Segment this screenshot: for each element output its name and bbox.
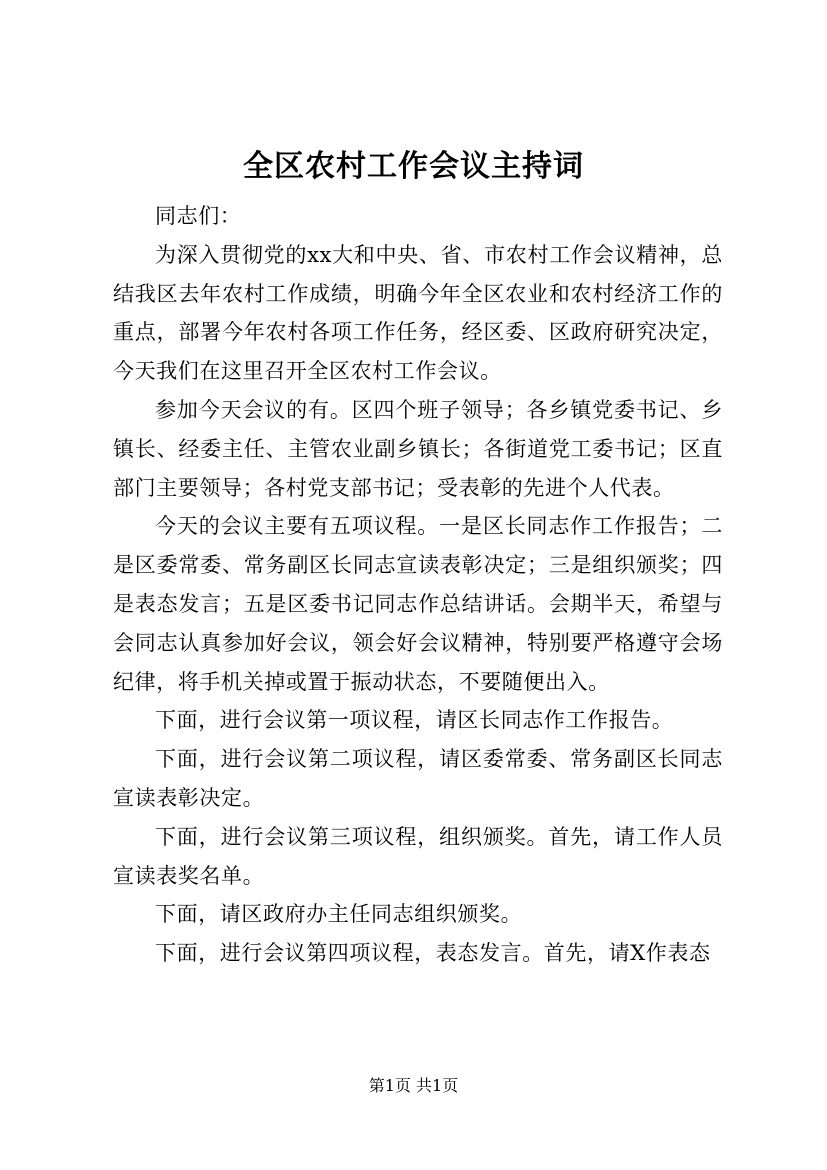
- agenda-item-4-paragraph: 下面，进行会议第四项议程，表态发言。首先，请X作表态: [155, 941, 711, 966]
- agenda-item-2-paragraph: 下面，进行会议第二项议程，请区委常委、常务副区长同志宣读表彰决定。: [113, 747, 723, 810]
- purpose-paragraph: 为深入贯彻党的xx大和中央、省、市农村工作会议精神，总结我区去年农村工作成绩，明确今年全区农业和农村经济工作的重点，部署今年农村各项工作任务，经区委、区政府研究决定，今天我们在这里召开全区农村工作会议。: [113, 242, 723, 384]
- document-body: [113, 197, 723, 973]
- document-title: 全区农村工作会议主持词: [243, 149, 584, 184]
- agenda-paragraph: 今天的会议主要有五项议程。一是区长同志作工作报告；二是区委常委、常务副区长同志宣读表彰决定；三是组织颁奖；四是表态发言；五是区委书记同志作总结讲话。会期半天，希望与会同志认真参加好会议，领会好会议精神，特别要严格遵守会场纪律，将手机关掉或置于振动状态，不要随便出入。: [113, 514, 723, 694]
- salutation-paragraph: 同志们：: [155, 204, 242, 228]
- award-presentation-paragraph: 下面，请区政府办主任同志组织颁奖。: [155, 902, 523, 927]
- attendees-paragraph: 参加今天会议的有。区四个班子领导；各乡镇党委书记、乡镇长、经委主任、主管农业副乡镇长；各街道党工委书记；区直部门主要领导；各村党支部书记；受表彰的先进个人代表。: [113, 397, 723, 500]
- page-number-footer: 第1页 共1页: [368, 1076, 459, 1095]
- agenda-item-1-paragraph: 下面，进行会议第一项议程，请区长同志作工作报告。: [155, 708, 674, 733]
- agenda-item-3-paragraph: 下面，进行会议第三项议程，组织颁奖。首先，请工作人员宣读表奖名单。: [113, 824, 723, 888]
